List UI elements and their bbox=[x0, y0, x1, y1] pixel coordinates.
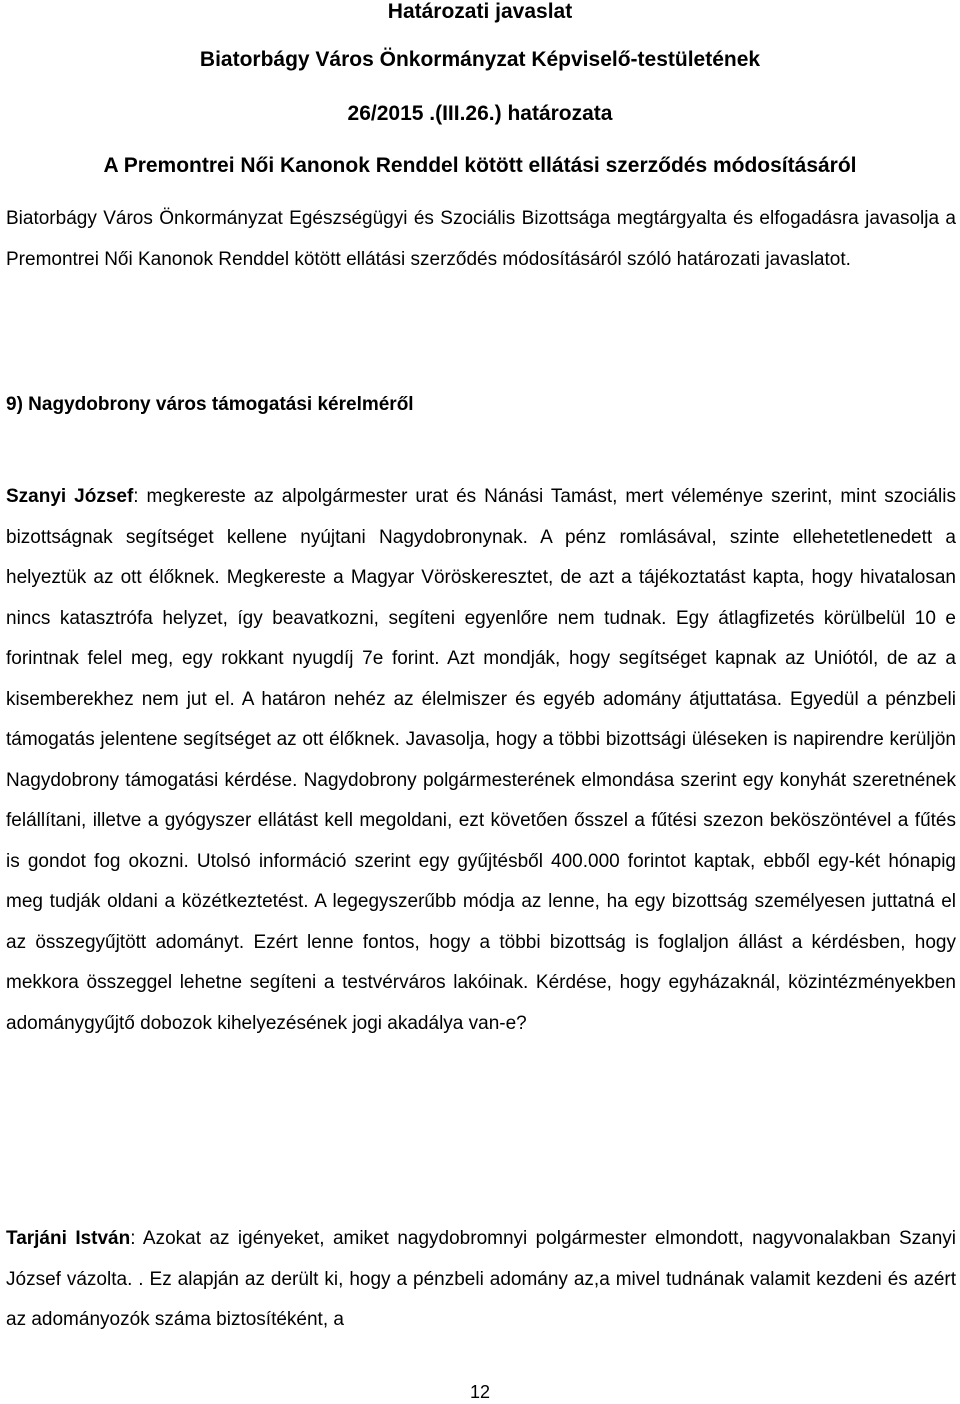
intro-paragraph: Biatorbágy Város Önkormányzat Egészségügyi és Szociális Bizottsága megtárgyalta és elfogadásra javasolja a Premontrei Női Kanonok Renddel kötött ellátási szerződés módosításáról szóló határozati javaslatot. bbox=[6, 208, 956, 270]
section-heading: 9) Nagydobrony város támogatási kérelméről bbox=[6, 394, 414, 415]
page-number: 12 bbox=[469, 1382, 491, 1402]
speaker-paragraph-szanyi bbox=[6, 477, 956, 1044]
speaker-name: Szanyi József bbox=[6, 486, 134, 507]
speaker-text: : Azokat az igényeket, amiket nagydobromnyi polgármester elmondott, nagyvonalakban Szanyi József vázolta. . Ez alapján az derült ki, hogy a pénzbeli adomány az,a mivel tudnának valamit kezdeni és azért az adományozók száma biztosítéként, a bbox=[6, 1228, 956, 1330]
speaker-name: Tarjáni István bbox=[6, 1228, 131, 1249]
document-title: Határozati javaslat bbox=[387, 0, 573, 23]
speaker-paragraph-tarjani bbox=[6, 1219, 956, 1341]
speaker-text: : megkereste az alpolgármester urat és Nánási Tamást, mert véleménye szerint, mint szociális bizottságnak segítséget kellene nyújtani Nagydobronynak. A pénz romlásával, szinte ellehetetlenedett a helyeztük az ott élőknek. Megkereste a Magyar Vöröskeresztet, de azt a tájékoztatást kapta, hogy hivatalosan nincs katasztrófa helyzet, így beavatkozni, segíteni egyenlőre nem tudnak. Egy átlagfizetés körülbelül 10 e forintnak felel meg, egy rokkant nyugdíj 7e forint. Azt mondják, hogy segítséget kapnak az Uniótól, de az a kisemberekhez nem jut el. A határon nehéz az élelmiszer és egyéb adomány átjuttatása. Egyedül a pénzbeli támogatás jelentene segítséget az ott élőknek. Javasolja, hogy a többi bizottsági üléseken is napirendre kerüljön Nagydobrony támogatási kérdése. Nagydobrony polgármesterének elmondása szerint egy konyhát szeretnének felállítani, illetve a gyógyszer ellátást kell megoldani, ezt követően ősszel a fűtési szezon beköszöntével a fűtés is gondot fog okozni. Utolsó információ szerint egy gyűjtésből 400.000 forintot kaptak, ebből egy-két hónapig meg tudják oldani a közétkeztetést. A legegyszerűbb módja az lenne, ha egy bizottság személyesen juttatná el az összegyűjtött adományt. Ezért lenne fontos, hogy a többi bizottság is foglaljon állást a kérdésben, hogy mekkora összeggel lehetne segíteni a testvérváros lakóinak. Kérdése, hogy egyházaknál, közintézményekben adománygyűjtő dobozok kihelyezésének jogi akadálya van-e? bbox=[6, 486, 957, 1034]
resolution-number: 26/2015 .(III.26.) határozata bbox=[347, 102, 613, 125]
council-name: Biatorbágy Város Önkormányzat Képviselő-testületének bbox=[199, 48, 761, 71]
resolution-subject: A Premontrei Női Kanonok Renddel kötött ellátási szerződés módosításáról bbox=[103, 154, 857, 177]
